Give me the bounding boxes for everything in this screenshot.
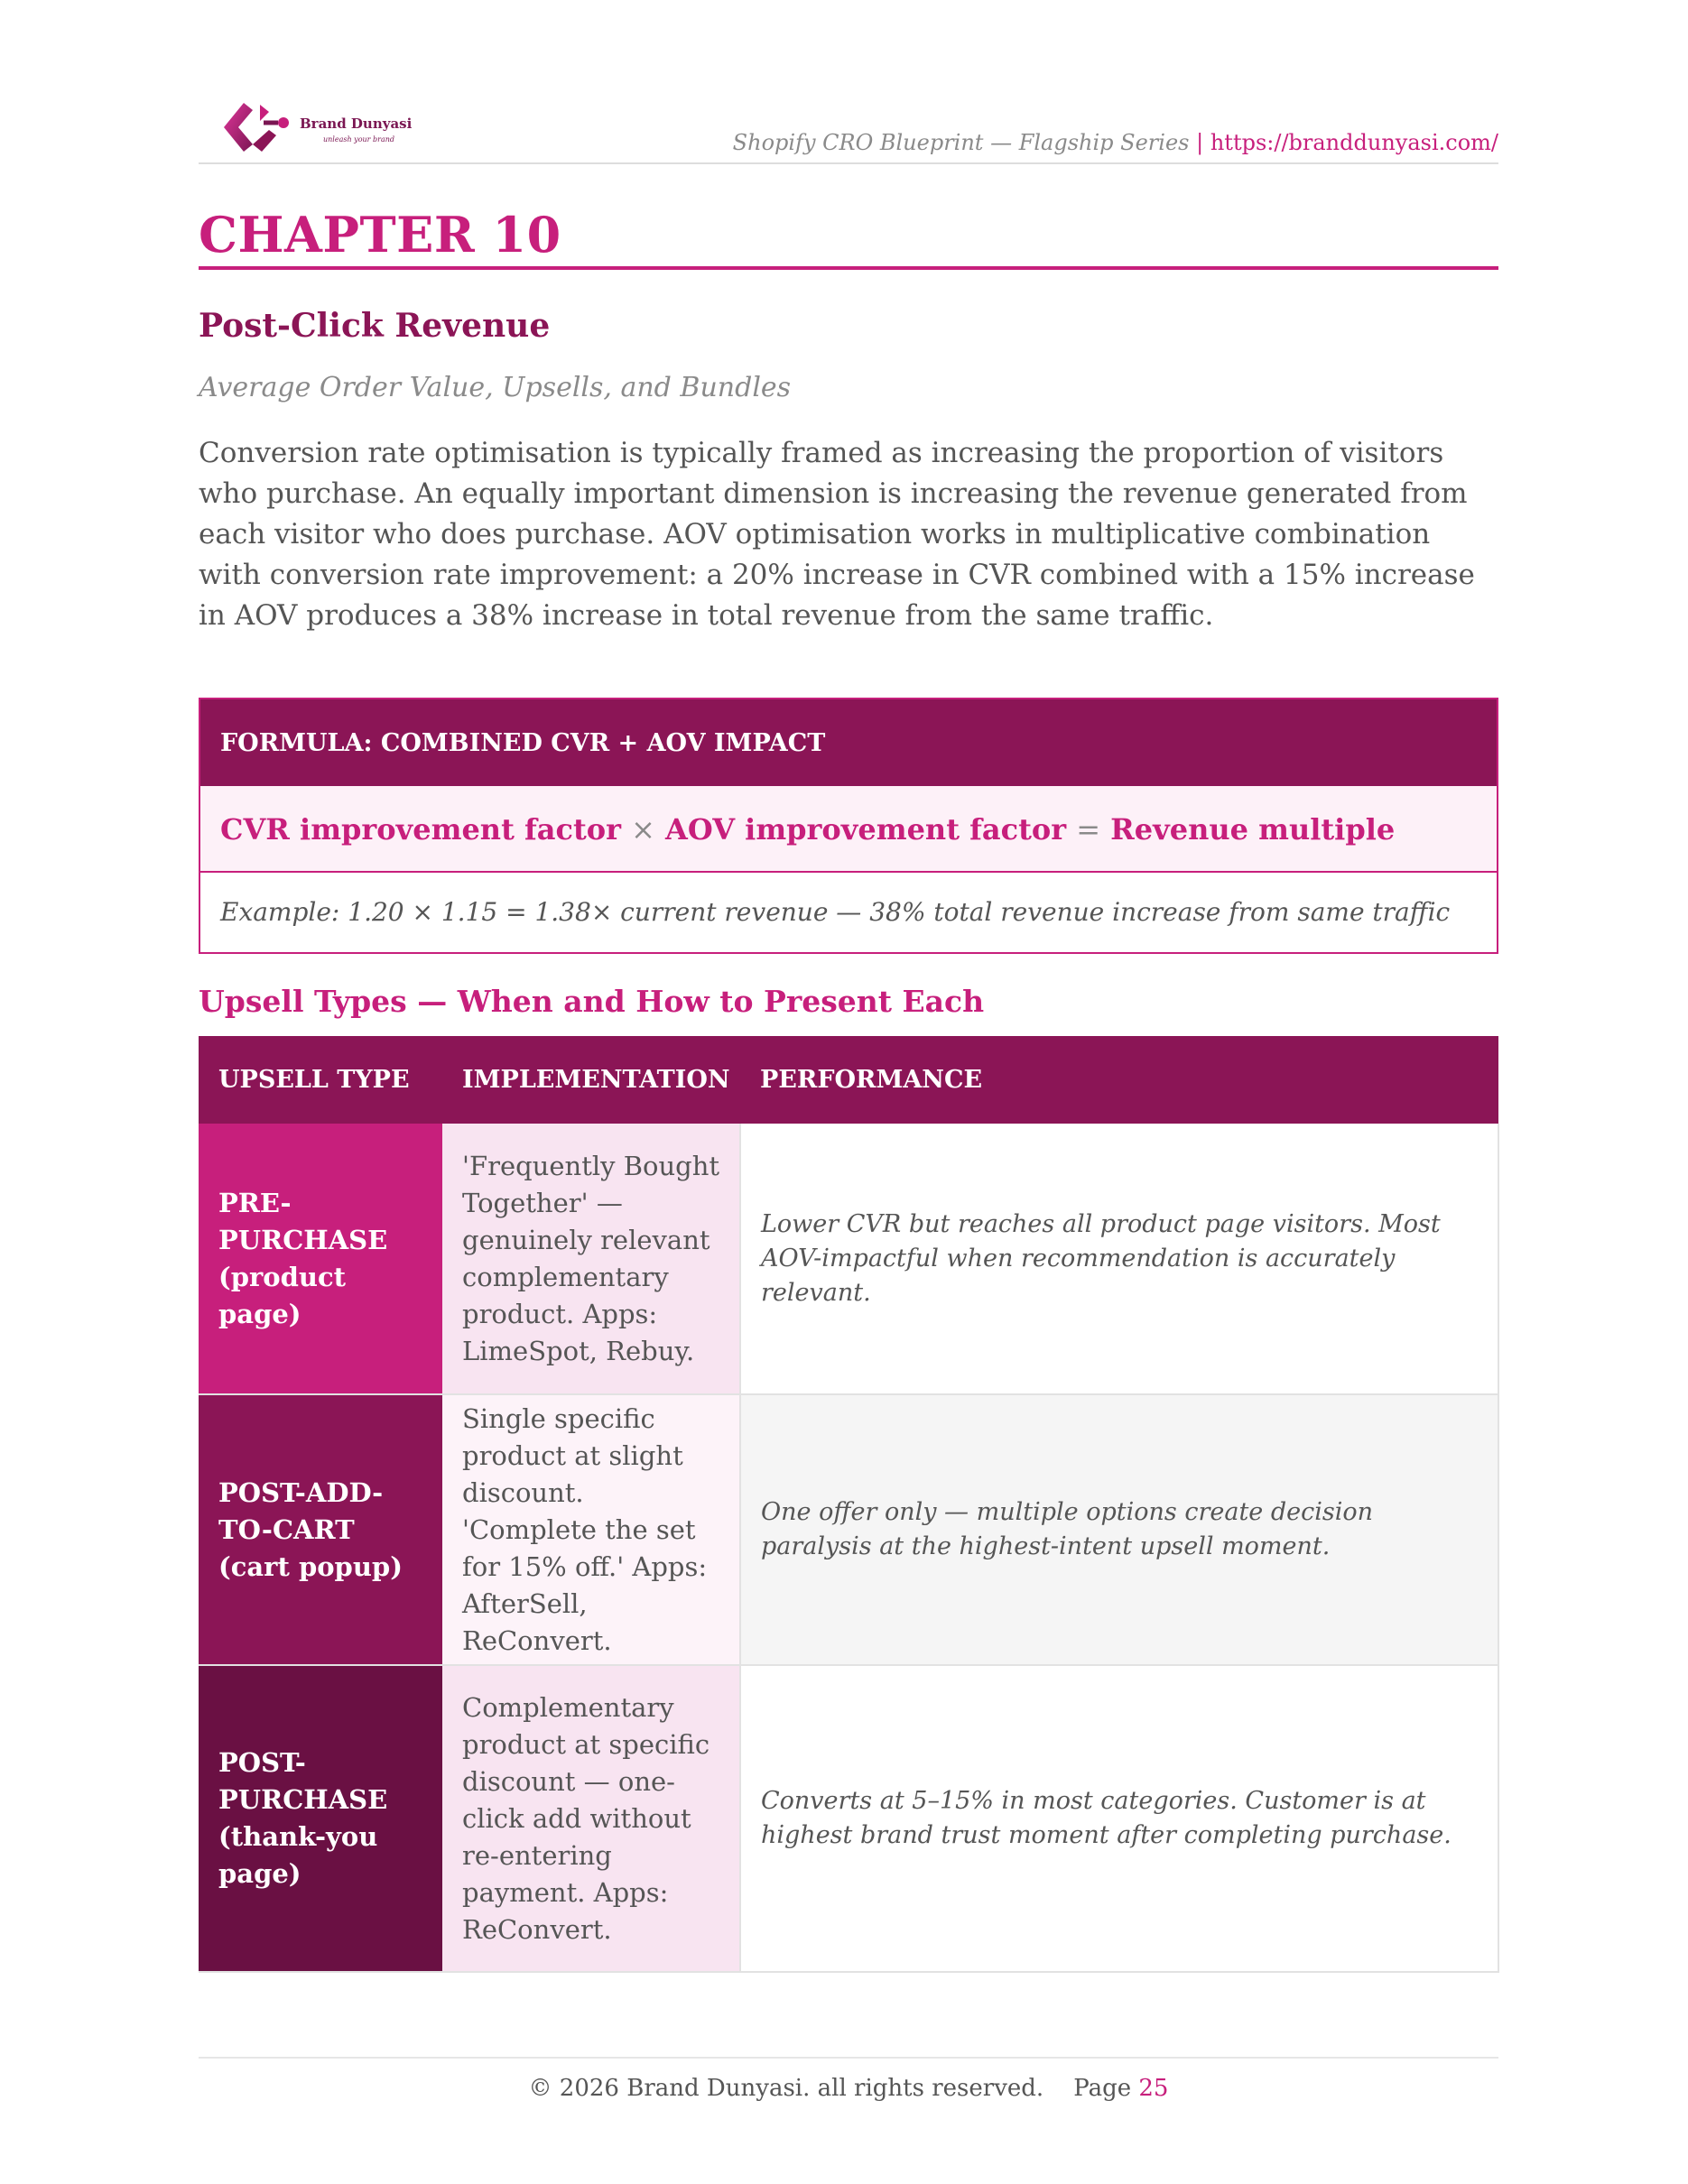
page-header	[199, 90, 1498, 164]
column-header-implementation: IMPLEMENTATION	[442, 1036, 740, 1124]
upsell-type-cell: POST-PURCHASE (thank-you page)	[199, 1665, 442, 1972]
series-title: Shopify CRO Blueprint — Flagship Series	[732, 130, 1190, 155]
page-footer	[199, 2057, 1498, 2102]
formula-heading: FORMULA: COMBINED CVR + AOV IMPACT	[200, 699, 1497, 786]
performance-cell: Converts at 5–15% in most categories. Customer is at highest brand trust moment after completing purchase.	[740, 1665, 1498, 1972]
implementation-cell: 'Frequently Bought Together' — genuinely relevant complementary product. Apps: LimeSpot, Rebuy.	[442, 1124, 740, 1394]
implementation-cell: Complementary product at specific discount — one-click add without re-entering payment. Apps: ReConvert.	[442, 1665, 740, 1972]
table-row	[199, 1665, 1498, 1972]
implementation-cell: Single specific product at slight discount. 'Complete the set for 15% off.' Apps: AfterSell, ReConvert.	[442, 1394, 740, 1665]
brand-logo-icon	[217, 96, 298, 159]
column-header-type: UPSELL TYPE	[199, 1036, 442, 1124]
formula-equals: =	[1076, 812, 1101, 847]
formula-box	[199, 698, 1498, 954]
table-header-row	[199, 1036, 1498, 1124]
page-title: Post-Click Revenue	[199, 307, 551, 345]
upsell-type-cell: PRE-PURCHASE (product page)	[199, 1124, 442, 1394]
chapter-heading: CHAPTER 10	[199, 203, 1498, 270]
column-header-performance: PERFORMANCE	[740, 1036, 1498, 1124]
header-separator: |	[1196, 130, 1204, 155]
formula-term-aov: AOV improvement factor	[665, 812, 1067, 847]
upsell-type-cell: POST-ADD-TO-CART (cart popup)	[199, 1394, 442, 1665]
page-subtitle: Average Order Value, Upsells, and Bundles	[199, 372, 792, 403]
header-series	[733, 130, 1498, 155]
formula-term-cvr: CVR improvement factor	[220, 812, 621, 847]
brand-logo-tagline: unleash your brand	[323, 135, 395, 143]
section-heading: Upsell Types — When and How to Present Each	[199, 984, 985, 1019]
page-label: Page	[1073, 2075, 1132, 2102]
page-number: 25	[1138, 2075, 1169, 2102]
copyright-text: © 2026 Brand Dunyasi. all rights reserved.	[528, 2075, 1044, 2102]
website-link[interactable]: https://branddunyasi.com/	[1210, 130, 1498, 155]
brand-logo-name: Brand Dunyasi	[300, 116, 413, 132]
formula-result: Revenue multiple	[1110, 812, 1396, 847]
intro-paragraph: Conversion rate optimisation is typically framed as increasing the proportion of visitors who purchase. An equally important dimension is increasing the revenue generated from each visitor who does purchase. AOV optimisation works in multiplicative combination with conversion rate improvement: a 20% increase in CVR combined with a 15% increase in AOV produces a 38% increase in total revenue from the same traffic.	[199, 437, 1475, 632]
performance-cell: One offer only — multiple options create decision paralysis at the highest-intent upsell moment.	[740, 1394, 1498, 1665]
performance-cell: Lower CVR but reaches all product page visitors. Most AOV-impactful when recommendation is accurately relevant.	[740, 1124, 1498, 1394]
formula-expression	[200, 786, 1497, 873]
formula-example: Example: 1.20 × 1.15 = 1.38× current revenue — 38% total revenue increase from same traffic	[200, 873, 1497, 952]
table-row	[199, 1394, 1498, 1665]
formula-multiply: ×	[631, 812, 655, 847]
upsell-table	[199, 1036, 1499, 1973]
table-row	[199, 1124, 1498, 1394]
brand-logo	[217, 96, 433, 159]
